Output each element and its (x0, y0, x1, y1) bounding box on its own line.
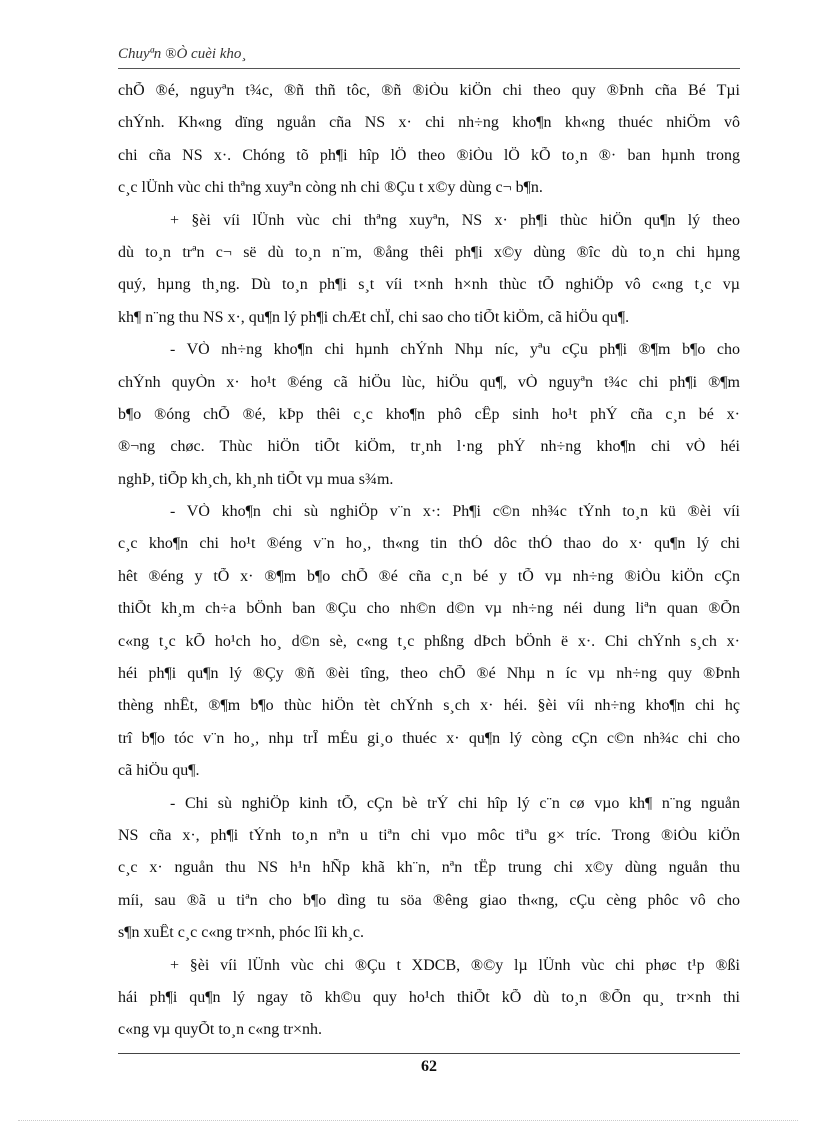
text-line: + §èi víi lÜnh vùc chi thªng xuyªn, NS x· ph¶i thùc hiÖn qu¶n lý theo (170, 211, 740, 229)
page-bottom-edge (18, 1120, 798, 1121)
text-line: hêt ®éng y tÕ x· ®¶m b¶o chÕ ®é cña c¸n bé y tÕ vµ nh÷ng ®iÒu kiÖn cÇn (118, 567, 740, 585)
text-line: quý, hµng th¸ng. Dù to¸n ph¶i s¸t víi t×nh h×nh thùc tÕ nghiÖp vô c«ng t¸c vµ (118, 276, 740, 294)
text-line: thèng nhÊt, ®¶m b¶o thùc hiÖn tèt chÝnh s¸ch x· héi. §èi víi nh÷ng kho¶n chi hç (118, 697, 740, 715)
text-line: c¸c lÜnh vùc chi thªng xuyªn còng nh chi ®Çu t x©y dùng c¬ b¶n. (118, 179, 543, 197)
text-line: cã hiÖu qu¶. (118, 762, 200, 780)
header-divider (118, 68, 740, 69)
text-line: c¸c kho¶n chi ho¹t ®éng v¨n ho¸, th«ng tin thÓ dôc thÓ thao do x· qu¶n lý chi (118, 535, 740, 553)
text-line: dù to¸n trªn c¬ së dù to¸n n¨m, ®ång thêi ph¶i x©y dùng ®îc dù to¸n chi hµng (118, 243, 740, 261)
text-line: - VÒ nh÷ng kho¶n chi hµnh chÝnh Nhµ níc, yªu cÇu ph¶i ®¶m b¶o cho (170, 341, 740, 359)
running-header (118, 46, 740, 63)
footer-divider (118, 1053, 740, 1054)
text-line: - VÒ kho¶n chi sù nghiÖp v¨n x·: Ph¶i c©n nh¾c tÝnh to¸n kü ®èi víi (170, 503, 740, 521)
text-line: c¸c x· nguån thu NS h¹n hÑp khã kh¨n, nªn tËp trung chi x©y dùng nguån thu (118, 859, 740, 877)
text-line: NS cña x·, ph¶i tÝnh to¸n nªn u tiªn chi vµo môc tiªu g× tríc. Trong ®iÒu kiÖn (118, 826, 740, 844)
text-line: chÝnh. Kh«ng dïng nguån cña NS x· chi nh÷ng kho¶n kh«ng thuéc nhiÖm vô (118, 114, 740, 132)
text-line: nghÞ, tiÕp kh¸ch, kh¸nh tiÕt vµ mua s¾m. (118, 470, 394, 488)
text-line: hái ph¶i qu¶n lý ngay tõ kh©u quy ho¹ch thiÕt kÕ dù to¸n ®Õn qu¸ tr×nh thi (118, 988, 740, 1006)
text-line: chi cña NS x·. Chóng tõ ph¶i hîp lÖ theo ®iÒu lÖ kÕ to¸n ®· ban hµnh trong (118, 146, 740, 164)
text-line: ®¬ng chøc. Thùc hiÖn tiÕt kiÖm, tr¸nh l·ng phÝ nh÷ng kho¶n chi vÒ héi (118, 438, 740, 456)
text-line: b¶o ®óng chÕ ®é, kÞp thêi c¸c kho¶n phô cÊp sinh ho¹t phÝ cña c¸n bé x· (118, 405, 740, 423)
header-title: Chuyªn ®Ò cuèi kho¸ (118, 46, 247, 62)
text-line: héi ph¶i qu¶n lý ®Çy ®ñ ®èi tîng, theo chÕ ®é Nhµ n íc vµ nh÷ng quy ®Þnh (118, 665, 740, 683)
text-line: + §èi víi lÜnh vùc chi ®Çu t XDCB, ®©y lµ lÜnh vùc chi phøc t¹p ®ßi (170, 956, 740, 974)
text-line: c«ng vµ quyÕt to¸n c«ng tr×nh. (118, 1021, 322, 1039)
page-number: 62 (421, 1058, 437, 1075)
body-text (118, 82, 740, 1054)
text-line: thiÕt kh¸m ch÷a bÖnh ban ®Çu cho nh©n d©n vµ nh÷ng néi dung liªn quan ®Õn (118, 600, 740, 618)
text-line: c«ng t¸c kÕ ho¹ch ho¸ d©n sè, c«ng t¸c phßng dÞch bÖnh ë x·. Chi chÝnh s¸ch x· (118, 632, 740, 650)
text-line: s¶n xuÊt c¸c c«ng tr×nh, phóc lîi kh¸c. (118, 924, 364, 942)
text-line: chÕ ®é, nguyªn t¾c, ®ñ thñ tôc, ®ñ ®iÒu kiÖn chi theo quy ®Þnh cña Bé Tµi (118, 82, 740, 99)
text-line: trî b¶o tóc v¨n ho¸, nhµ trÎ mÉu gi¸o thuéc x· qu¶n lý còng cÇn c©n nh¾c chi cho (118, 729, 740, 747)
text-line: - Chi sù nghiÖp kinh tÕ, cÇn bè trÝ chi hîp lý c¨n cø vµo kh¶ n¨ng nguån (170, 794, 740, 812)
text-line: chÝnh quyÒn x· ho¹t ®éng cã hiÖu lùc, hiÖu qu¶, vÒ nguyªn t¾c chi ph¶i ®¶m (118, 373, 740, 391)
text-line: kh¶ n¨ng thu NS x·, qu¶n lý ph¶i chÆt chÏ, chi sao cho tiÕt kiÖm, cã hiÖu qu¶. (118, 308, 630, 326)
text-line: míi, sau ®ã u tiªn cho b¶o dìng tu söa ®êng giao th«ng, cÇu cèng phôc vô cho (118, 891, 740, 909)
